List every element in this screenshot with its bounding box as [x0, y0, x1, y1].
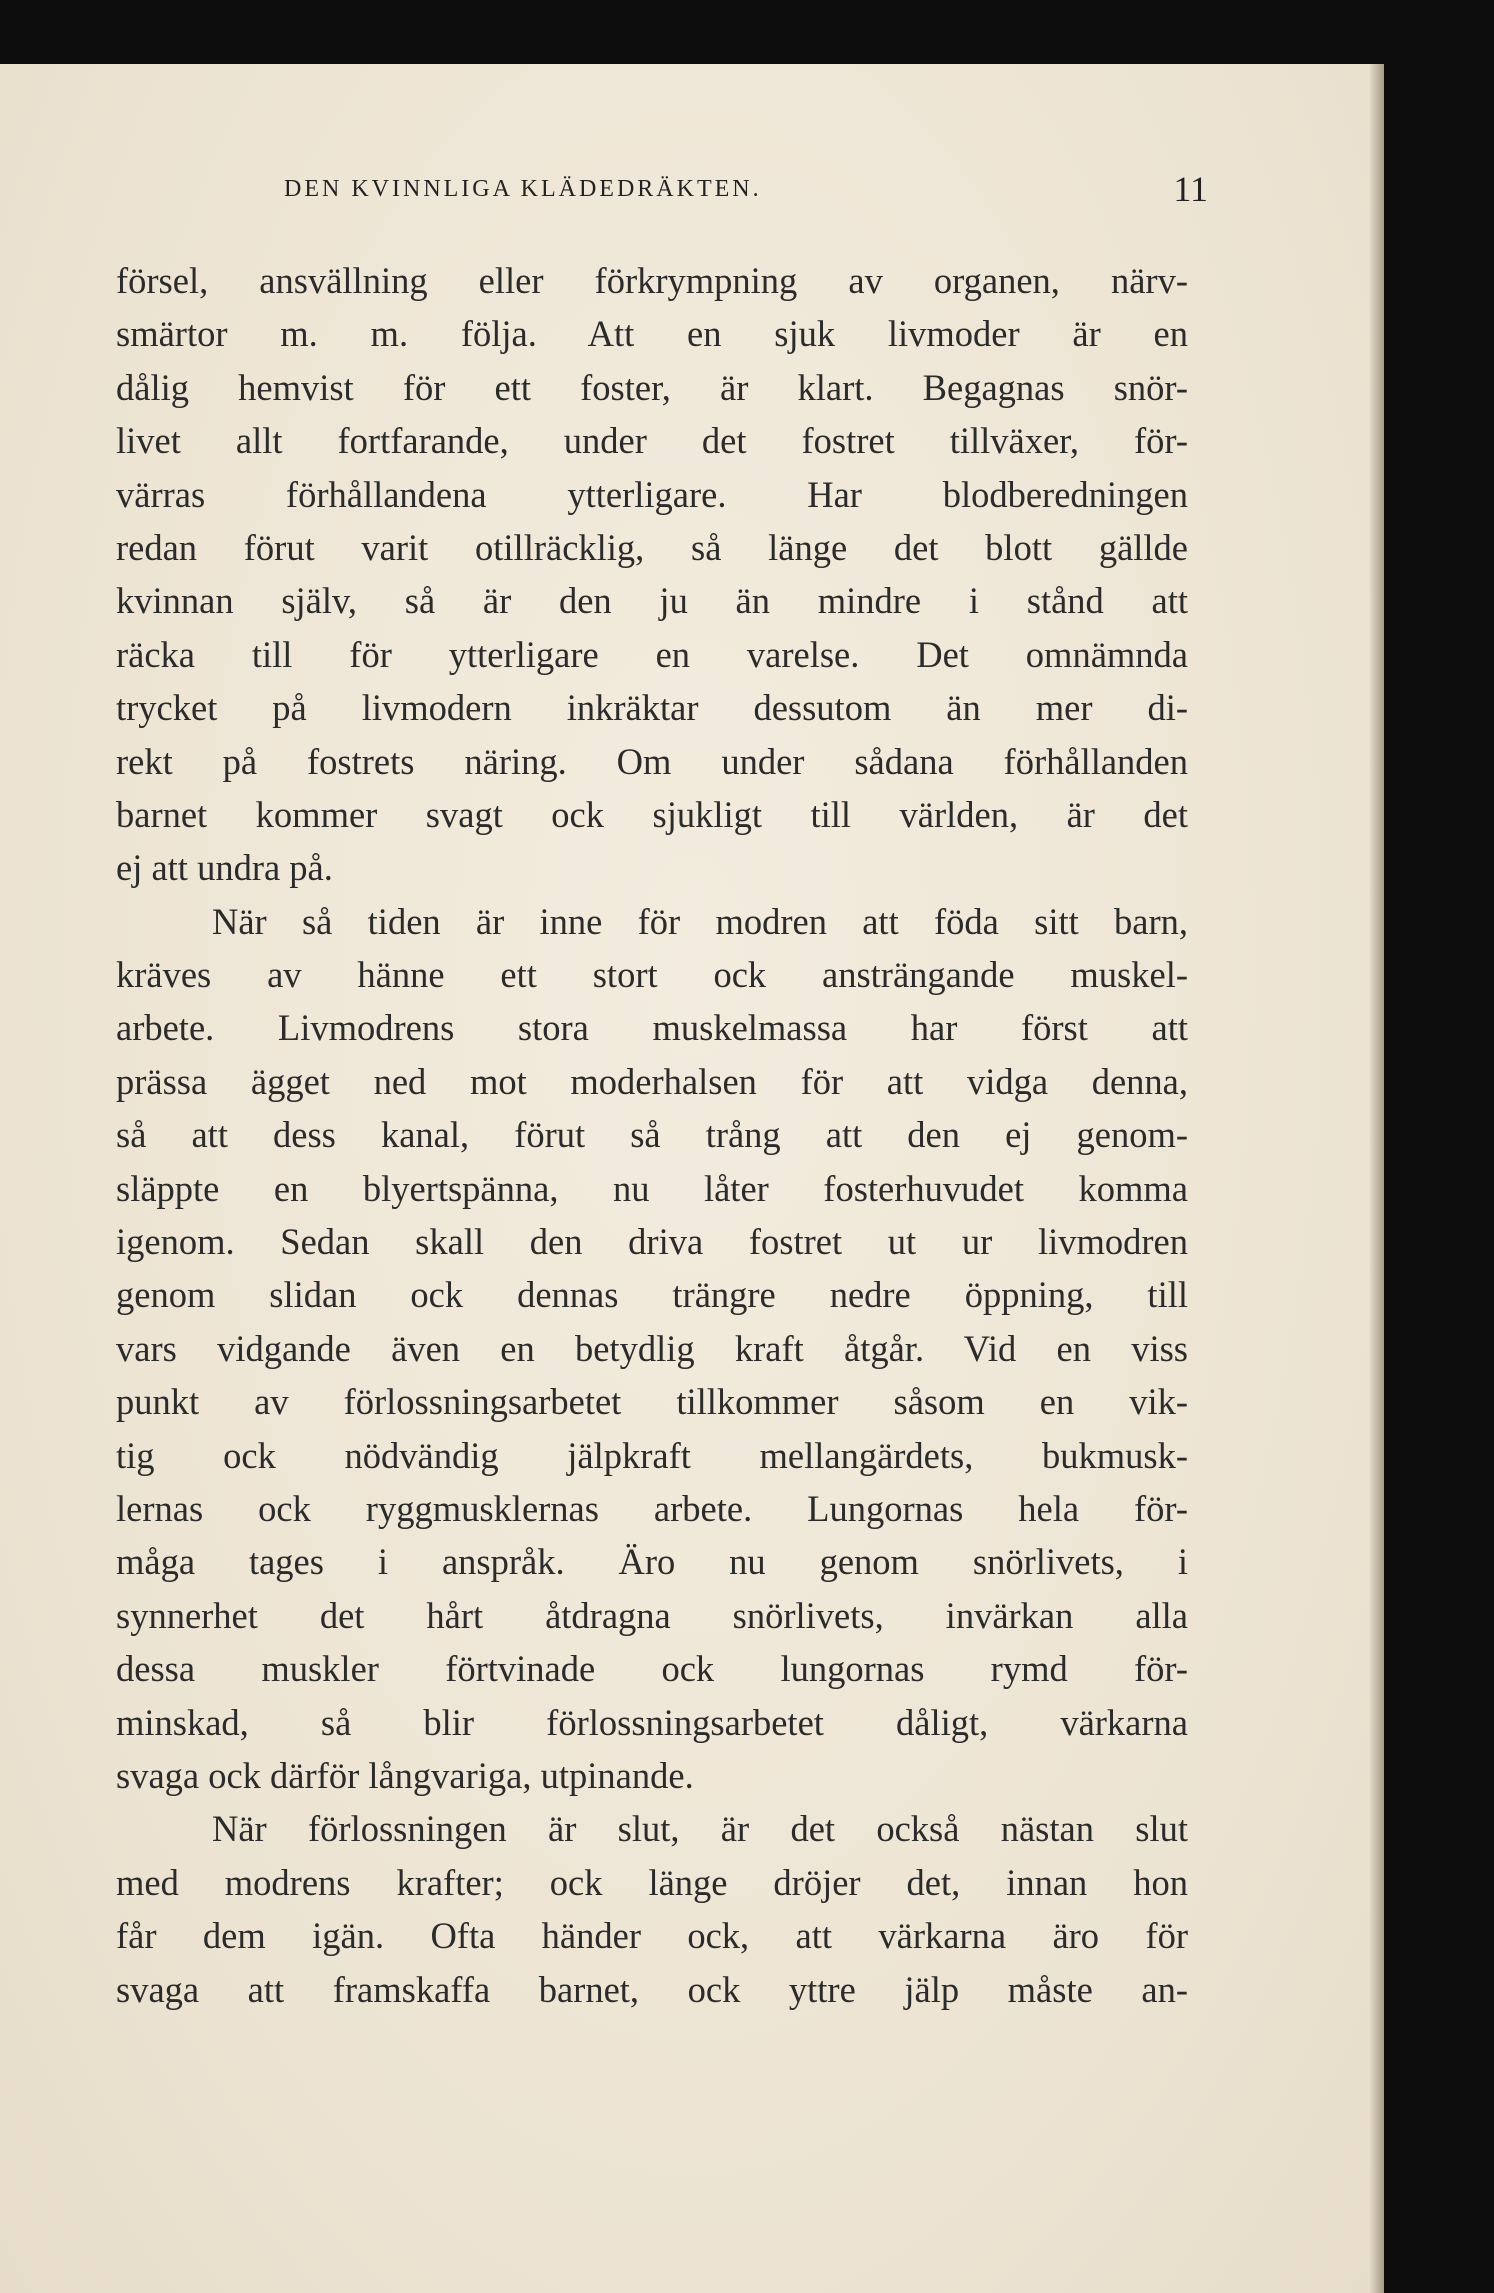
text-line: tig ock nödvändig jälpkraft mellangärdets, bukmusk- — [116, 1434, 1188, 1476]
text-line: värras förhållandena ytterligare. Har blodberedningen — [116, 473, 1188, 515]
text-line: ej att undra på. — [116, 847, 333, 889]
text-line: När förlossningen är slut, är det också nästan slut — [212, 1808, 1188, 1850]
text-line: svaga ock därför långvariga, utpinande. — [116, 1754, 694, 1796]
text-line: trycket på livmodern inkräktar dessutom än mer di- — [116, 687, 1188, 729]
text-line: synnerhet det hårt åtdragna snörlivets, invärkan alla — [116, 1594, 1188, 1636]
text-line: smärtor m. m. följa. Att en sjuk livmoder är en — [116, 313, 1188, 355]
text-line: med modrens krafter; ock länge dröjer det, innan hon — [116, 1861, 1188, 1903]
text-line: släppte en blyertspänna, nu låter fosterhuvudet komma — [116, 1167, 1188, 1209]
text-line: minskad, så blir förlossningsarbetet dåligt, värkarna — [116, 1701, 1188, 1743]
body-text — [116, 254, 1188, 2016]
text-line: punkt av förlossningsarbetet tillkommer såsom en vik- — [116, 1381, 1188, 1423]
text-line: rekt på fostrets näring. Om under sådana förhållanden — [116, 740, 1188, 782]
text-line: så att dess kanal, förut så trång att den ej genom- — [116, 1114, 1188, 1156]
text-line: vars vidgande även en betydlig kraft åtgår. Vid en viss — [116, 1327, 1188, 1369]
text-line: får dem igän. Ofta händer ock, att värkarna äro för — [116, 1915, 1188, 1957]
text-line: livet allt fortfarande, under det fostret tillväxer, för- — [116, 420, 1188, 462]
text-line: genom slidan ock dennas trängre nedre öppning, till — [116, 1274, 1188, 1316]
text-line: lernas ock ryggmusklernas arbete. Lungornas hela för- — [116, 1487, 1188, 1529]
text-line: redan förut varit otillräcklig, så länge det blott gällde — [116, 526, 1188, 568]
text-line: försel, ansvällning eller förkrympning av organen, närv- — [116, 260, 1188, 301]
page-edge-right — [1370, 64, 1384, 2293]
text-line: igenom. Sedan skall den driva fostret ut ur livmodren — [116, 1221, 1188, 1263]
text-line: När så tiden är inne för modren att föda sitt barn, — [212, 900, 1188, 942]
running-head — [284, 168, 1208, 212]
page-number: 11 — [1173, 169, 1208, 209]
text-line: dessa muskler förtvinade ock lungornas rymd för- — [116, 1648, 1188, 1690]
text-line: barnet kommer svagt ock sjukligt till världen, är det — [116, 793, 1188, 835]
text-line: dålig hemvist för ett foster, är klart. Begagnas snör- — [116, 366, 1188, 408]
text-line: svaga att framskaffa barnet, ock yttre jälp måste an- — [116, 1968, 1188, 2010]
text-line: prässa ägget ned mot moderhalsen för att vidga denna, — [116, 1060, 1188, 1102]
text-line: måga tages i anspråk. Äro nu genom snörlivets, i — [116, 1541, 1188, 1583]
running-title: DEN KVINNLIGA KLÄDEDRÄKTEN. — [284, 176, 762, 202]
text-line: arbete. Livmodrens stora muskelmassa har först att — [116, 1007, 1188, 1049]
text-line: kvinnan själv, så är den ju än mindre i stånd att — [116, 580, 1188, 622]
text-line: kräves av hänne ett stort ock ansträngande muskel- — [116, 954, 1188, 996]
text-line: räcka till för ytterligare en varelse. Det omnämnda — [116, 633, 1188, 675]
